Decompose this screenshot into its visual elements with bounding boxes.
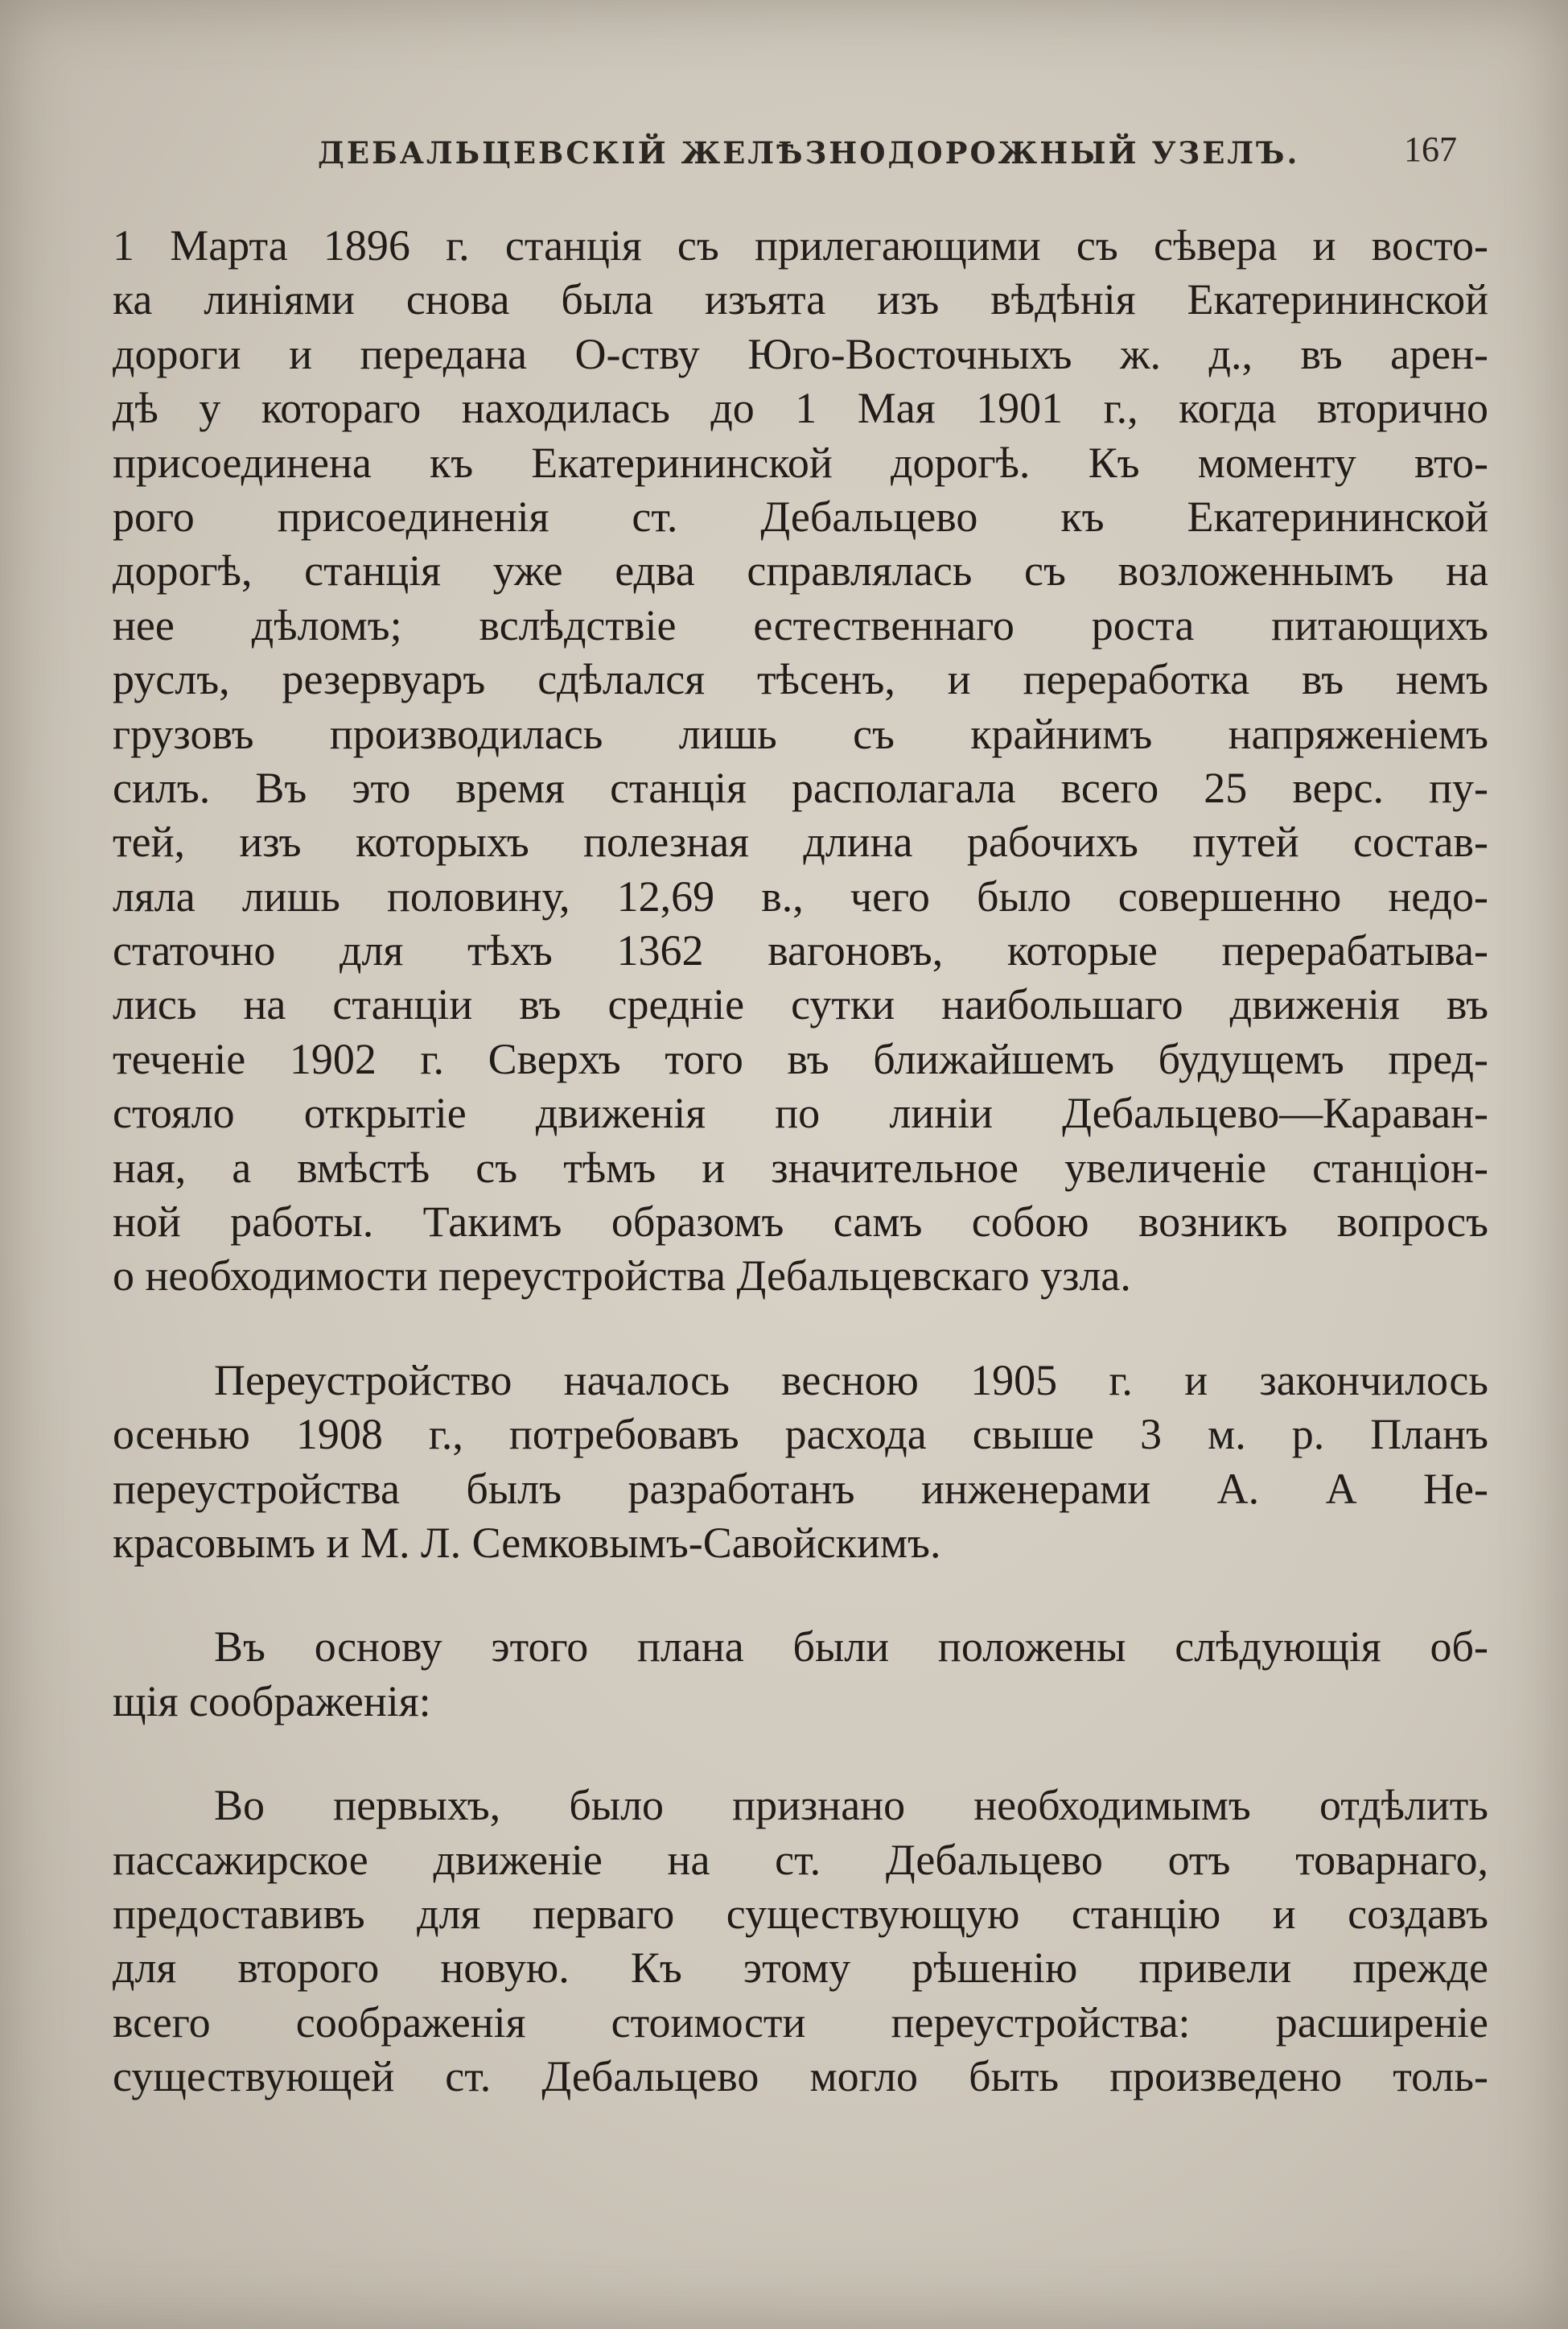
text-line: грузовъ производилась лишь съ крайнимъ напряженіемъ (113, 709, 1488, 758)
text-line: лись на станціи въ средніе сутки наибольшаго движенія въ (113, 980, 1488, 1029)
text-line: ная, а вмѣстѣ съ тѣмъ и значительное увеличеніе станціон- (113, 1143, 1488, 1192)
text-line: пассажирское движеніе на ст. Дебальцево отъ товарнаго, (113, 1835, 1488, 1884)
text-line: дороги и передана О-ству Юго-Восточныхъ ж. д., въ арен- (113, 329, 1488, 378)
text-line: существующей ст. Дебальцево могло быть произведено толь- (113, 2052, 1488, 2101)
text-line: переустройства былъ разработанъ инженерами А. А Не- (113, 1464, 1488, 1513)
text-line: нее дѣломъ; вслѣдствіе естественнаго роста питающихъ (113, 600, 1488, 649)
text-block (113, 219, 1488, 2104)
text-line: рого присоединенія ст. Дебальцево къ Екатерининской (113, 492, 1488, 541)
text-line: осенью 1908 г., потребовавъ расхода свыше 3 м. р. Планъ (113, 1410, 1488, 1459)
text-line: для второго новую. Къ этому рѣшенію привели прежде (113, 1944, 1488, 1993)
text-line: ляла лишь половину, 12,69 в., чего было совершенно недо- (113, 872, 1488, 921)
text-line: всего соображенія стоимости переустройства: расширеніе (113, 1997, 1488, 2047)
paragraph-gap (113, 1729, 1488, 1779)
running-title: ДЕБАЛЬЦЕВСКІЙ ЖЕЛѢЗНОДОРОЖНЫЙ УЗЕЛЪ. (318, 135, 1300, 171)
text-line: Въ основу этого плана были положены слѣдующія об- (214, 1622, 1488, 1672)
text-line: руслъ, резервуаръ сдѣлался тѣсенъ, и переработка въ немъ (113, 655, 1488, 704)
text-line: дѣ у котораго находилась до 1 Мая 1901 г., когда вторично (113, 384, 1488, 433)
text-line: Во первыхъ, было признано необходимымъ отдѣлить (214, 1781, 1488, 1830)
text-line: Переустройство началось весною 1905 г. и закончилось (214, 1355, 1488, 1404)
text-line: 1 Марта 1896 г. станція съ прилегающими съ сѣвера и восто- (113, 221, 1488, 270)
text-line: присоединена къ Екатерининской дорогѣ. Къ моменту вто- (113, 438, 1488, 487)
text-line: тей, изъ которыхъ полезная длина рабочихъ путей состав- (113, 818, 1488, 867)
paragraph-gap (113, 1304, 1488, 1354)
text-line: статочно для тѣхъ 1362 вагоновъ, которые перерабатыва- (113, 926, 1488, 975)
paragraph-2 (113, 1354, 1488, 1571)
paragraph-1 (113, 219, 1488, 1304)
paragraph-gap (113, 1570, 1488, 1620)
text-line: дорогѣ, станція уже едва справлялась съ возложеннымъ на (113, 546, 1488, 596)
paragraph-4 (113, 1779, 1488, 2104)
text-line: стояло открытіе движенія по линіи Дебальцево—Караван- (113, 1089, 1488, 1138)
text-line: ной работы. Такимъ образомъ самъ собою возникъ вопросъ (113, 1197, 1488, 1247)
text-line: теченіе 1902 г. Сверхъ того въ ближайшемъ будущемъ пред- (113, 1034, 1488, 1083)
text-line: ка линіями снова была изъята изъ вѣдѣнія Екатерининской (113, 275, 1488, 324)
paragraph-3 (113, 1620, 1488, 1729)
text-line: щія соображенія: (113, 1676, 431, 1725)
page-number: 167 (1404, 130, 1457, 169)
text-line: предоставивъ для перваго существующую станцію и создавъ (113, 1889, 1488, 1938)
text-line: о необходимости переустройства Дебальцевскаго узла. (113, 1251, 1131, 1301)
text-line: красовымъ и М. Л. Семковымъ-Савойскимъ. (113, 1518, 941, 1567)
text-line: силъ. Въ это время станція располагала всего 25 верс. пу- (113, 763, 1488, 812)
